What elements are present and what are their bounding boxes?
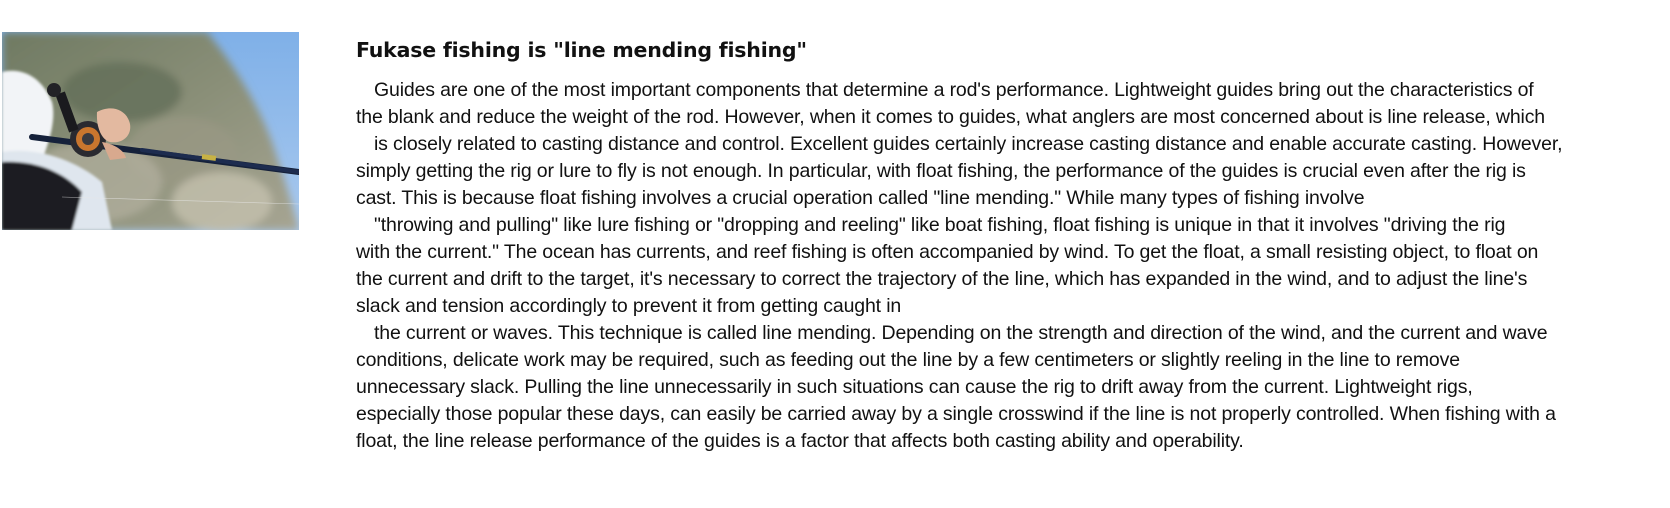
article-photo [2, 32, 299, 230]
article-line: especially those popular these days, can easily be carried away by a single crosswind if the line is not properly controlled. When fishing with a [356, 403, 1556, 425]
article-line: with the current." The ocean has currents, and reef fishing is often accompanied by wind. To get the float, a small resisting object, to float on [356, 241, 1539, 263]
article-line: unnecessary slack. Pulling the line unnecessarily in such situations can cause the rig to drift away from the current. Lightweight rigs, [356, 376, 1473, 398]
article [356, 36, 1563, 455]
article-line: conditions, delicate work may be required, such as feeding out the line by a few centimeters or slightly reeling in the line to remove [356, 349, 1460, 371]
article-line: Guides are one of the most important components that determine a rod's performance. Lightweight guides bring out the characteristics of [374, 79, 1534, 101]
article-line: the current and drift to the target, it's necessary to correct the trajectory of the line, which has expanded in the wind, and to adjust the line's [356, 268, 1528, 290]
article-title: Fukase fishing is "line mending fishing" [356, 38, 807, 62]
article-line: simply getting the rig or lure to fly is not enough. In particular, with float fishing, the performance of the guides is crucial even after the rig is [356, 160, 1526, 182]
article-line: "throwing and pulling" like lure fishing or "dropping and reeling" like boat fishing, float fishing is unique in that it involves "driving the rig [374, 214, 1506, 236]
article-line: the blank and reduce the weight of the rod. However, when it comes to guides, what anglers are most concerned about is line release, which [356, 106, 1545, 128]
article-body [356, 77, 1563, 455]
article-line: slack and tension accordingly to prevent it from getting caught in [356, 295, 902, 317]
fishing-rod-photo [2, 32, 299, 230]
article-line: cast. This is because float fishing involves a crucial operation called "line mending." While many types of fishing involve [356, 187, 1365, 209]
article-line: is closely related to casting distance and control. Excellent guides certainly increase casting distance and enable accurate casting. However, [374, 133, 1563, 155]
article-line: the current or waves. This technique is called line mending. Depending on the strength and direction of the wind, and the current and wave [374, 322, 1548, 344]
article-line: float, the line release performance of the guides is a factor that affects both casting ability and operability. [356, 430, 1244, 452]
